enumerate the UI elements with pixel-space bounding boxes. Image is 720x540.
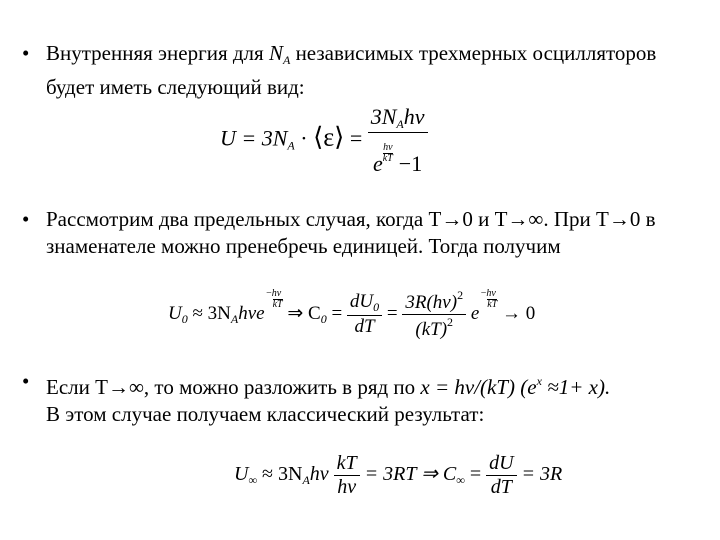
f2-hv: hνe	[238, 302, 265, 324]
formula-low-temperature: $U_0 \approx 3N_Ah\nu e$ $\frac{-h\nu}{kT}$ ⇒ $C_0$ = $\frac{dU_0}{dT}$ = $\frac{3R(h\nu)^2}{(kT)^2}$ e $\frac{-h\nu}{kT}$ → 0	[168, 287, 536, 340]
f3-derivative: $\frac{dU}{dT}$	[486, 452, 516, 499]
f1-denominator: e $\frac{h\nu}{kT}$ −1	[368, 132, 428, 177]
bullet-marker: •	[22, 207, 30, 231]
f1-exp-fraction: $\frac{h\nu}{kT}$	[382, 142, 393, 164]
f2-heat-fraction: $\frac{3R(h\nu)^2}{(kT)^2}$	[402, 288, 466, 341]
f1-eq: =	[349, 125, 363, 151]
f2-exp1: $\frac{-h\nu}{kT}$	[266, 287, 283, 310]
f1-lhs: U = 3N	[220, 125, 288, 151]
text-sub: A	[282, 53, 291, 67]
f2-exp2: $\frac{-h\nu}{kT}$	[480, 287, 498, 310]
f1-numerator: $3N_Ah\nu$	[370, 104, 425, 131]
text-run: независимых трехмерных осцилляторов будет иметь следующий вид:	[46, 41, 657, 99]
f1-lhs-sub: A	[287, 138, 295, 153]
f2-approx: ≈ 3N	[192, 302, 231, 324]
f2-limit: → 0	[502, 302, 536, 324]
text-run: Внутренняя энергия для	[46, 41, 269, 65]
f3-u: U	[234, 463, 249, 486]
f1-fraction	[368, 104, 428, 177]
f1-dot: ·	[300, 125, 308, 151]
bullet-2-text: Рассмотрим два предельных случая, когда T→0 и T→∞. При T→0 в знаменателе можно пренебречь единицей. Тогда получим	[46, 207, 656, 258]
bullet-3-text: Если T→∞, то можно разложить в ряд по x = hν/(kT) $(e^x \approx 1+ x)$. В этом случае получаем классический результат:	[46, 374, 611, 426]
f2-derivative: $\frac{dU_0}{dT}$	[347, 291, 382, 338]
f2-implies: ⇒ C	[287, 302, 321, 324]
formula-high-temperature: $U_\infty \approx 3N_Ah\nu$ $\frac{kT}{h\nu}$ = 3RT ⇒ $C_\infty$ = $\frac{dU}{dT}$ = 3R	[234, 452, 563, 498]
bullet-marker: •	[22, 41, 30, 65]
f3-fraction: $\frac{kT}{h\nu}$	[334, 452, 360, 499]
text-var: N	[268, 41, 283, 65]
f2-u: U	[168, 302, 182, 324]
bullet-marker: •	[22, 369, 30, 393]
f2-e: e	[470, 302, 480, 324]
bullet-1-text	[46, 40, 696, 101]
formula-internal-energy	[220, 104, 428, 177]
f1-avg: ⟨ε⟩	[313, 122, 345, 152]
